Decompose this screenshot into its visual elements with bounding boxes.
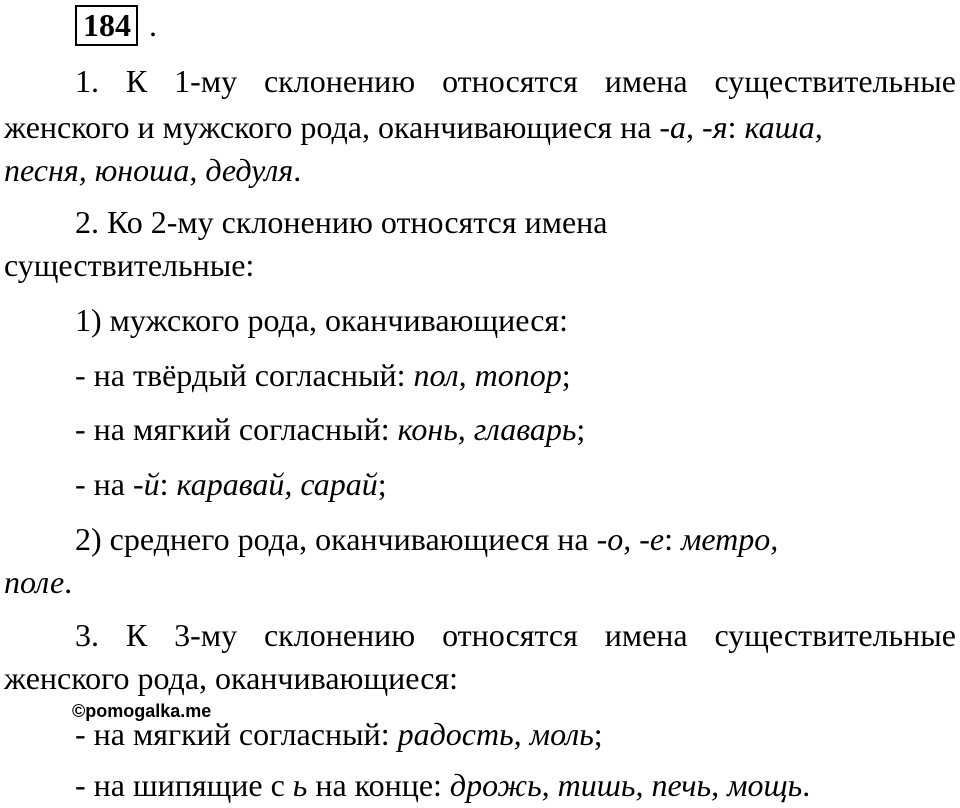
- p3-bullet-2: - на шипящие с ь на конце: дрожь, тишь, печь, мощь.: [75, 767, 811, 803]
- p3-bullet-1: - на мягкий согласный: радость, моль;: [75, 716, 603, 752]
- exercise-number-dot: .: [149, 7, 157, 43]
- p2-line-2: существительные:: [4, 247, 255, 283]
- p2-bullet-3: - на -й: каравай, сарай;: [75, 466, 387, 502]
- p2-sub-2-cont: поле.: [4, 564, 73, 600]
- p2-bullet-1: - на твёрдый согласный: пол, топор;: [75, 357, 571, 393]
- watermark: ©pomogalka.me: [72, 701, 212, 721]
- p2-sub-2: 2) среднего рода, оканчивающиеся на -о, -е: метро,: [75, 521, 779, 557]
- p2-bullet-2: - на мягкий согласный: конь, главарь;: [75, 411, 586, 447]
- p2-sub-1: 1) мужского рода, оканчивающиеся:: [75, 302, 569, 338]
- p1-line-2: женского и мужского рода, оканчивающиеся на -а, -я: каша,: [4, 109, 823, 145]
- p1-line-1: 1. К 1-му склонению относятся имена существительные: [75, 63, 956, 99]
- exercise-number: 184: [75, 5, 138, 46]
- p3-line-1: 3. К 3-му склонению относятся имена существительные: [75, 617, 956, 653]
- p2-line-1: 2. Ко 2-му склонению относятся имена: [75, 204, 608, 240]
- p3-line-2: женского рода, оканчивающиеся:: [4, 660, 459, 696]
- p1-line-3: песня, юноша, дедуля.: [4, 152, 302, 188]
